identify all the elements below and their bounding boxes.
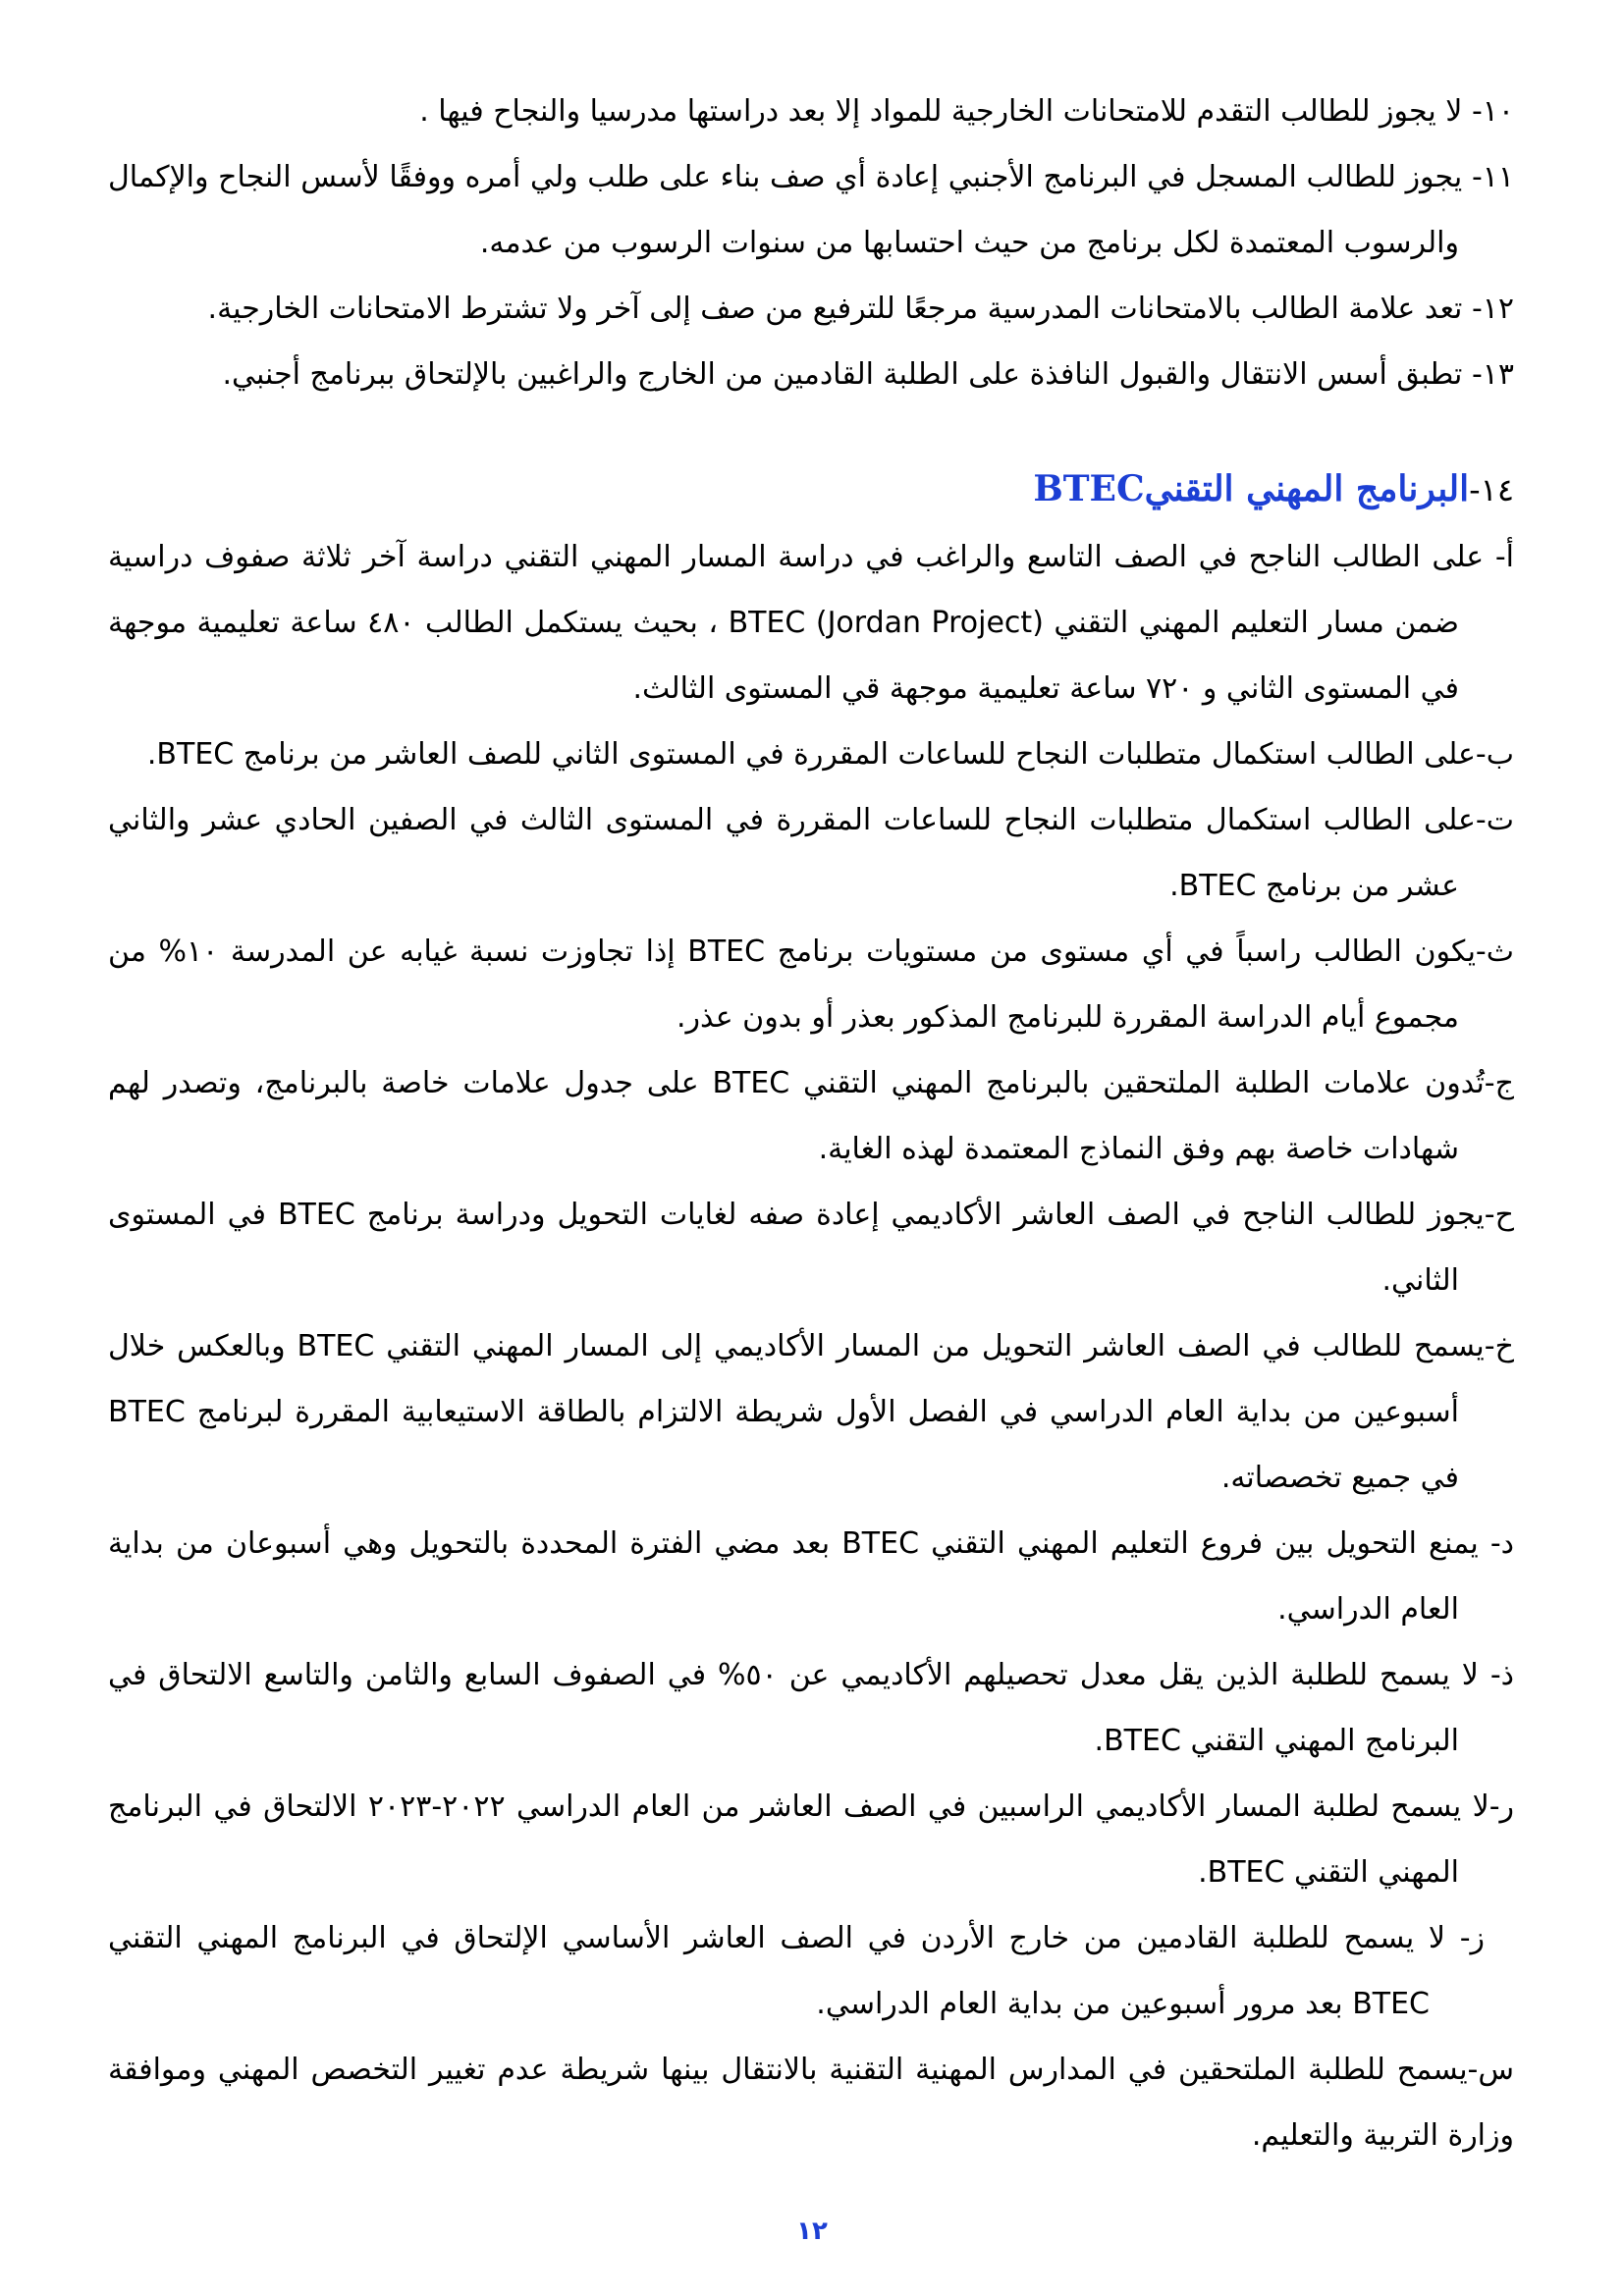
clause-letter: ح- [1484,1198,1514,1232]
clause-tha [108,919,1514,1050]
section-number: ١٤- [1469,471,1514,508]
clause-text: يكون الطالب راسباً في أي مستوى من مستويات برنامج BTEC إذا تجاوزت نسبة غيابه عن المدرسة ١٠% من مجموع أيام الدراسة المقررة للبرنامج المذكور بعذر أو بدون عذر. [108,934,1476,1035]
section-heading [108,458,1514,520]
clause-letter: ج- [1484,1066,1514,1100]
clause-letter: ث- [1475,934,1514,969]
clause-thal [108,1642,1514,1774]
clause-text: لا يسمح للطلبة القادمين من خارج الأردن في الصف العاشر الأساسي الإلتحاق في البرنامج المهني التقني BTEC بعد مرور أسبوعين من بداية العام الدراسي. [108,1921,1446,2021]
clause-letter: د- [1489,1526,1514,1561]
clause-text: تطبق أسس الانتقال والقبول النافذة على الطلبة القادمين من الخارج والراغبين بالإلتحاق ببرنامج أجنبي. [222,357,1463,392]
clause-text: يجوز للطالب الناجح في الصف العاشر الأكاديمي إعادة صفه لغايات التحويل ودراسة برنامج BTEC في المستوى الثاني. [108,1198,1485,1298]
clause-letter: ز- [1459,1921,1485,1955]
clause-number: ١١- [1471,160,1514,194]
clause-letter: ذ- [1489,1658,1514,1692]
clause-dal [108,1511,1514,1642]
clause-ba [108,721,1514,787]
clause-text: لا يسمح لطلبة المسار الأكاديمي الراسبين في الصف العاشر من العام الدراسي ٢٠٢٢-٢٠٢٣ الالتحاق في البرنامج المهني التقني BTEC. [108,1789,1489,1890]
clause-text: لا يجوز للطالب التقدم للامتحانات الخارجية للمواد إلا بعد دراستها مدرسيا والنجاح فيها . [419,94,1463,129]
clause-12 [108,276,1514,342]
clause-11 [108,144,1514,276]
clause-text: على الطالب استكمال متطلبات النجاح للساعات المقررة في المستوى الثالث في الصفين الحادي عشر والثاني عشر من برنامج BTEC. [108,803,1476,903]
clause-text: على الطالب الناجح في الصف التاسع والراغب في دراسة المسار المهني التقني دراسة آخر ثلاثة صفوف دراسية ضمن مسار التعليم المهني التقني (BTEC (Jordan Project ، بحيث يستكمل الطالب ٤٨٠ ساعة تعليمية موجهة في المستوى الثاني و ٧٢٠ ساعة تعليمية موجهة قي المستوى الثالث. [108,540,1485,706]
clause-text: يسمح للطلبة الملتحقين في المدارس المهنية التقنية بالانتقال بينها شريطة عدم تغيير التخصص المهني وموافقة وزارة التربية والتعليم. [108,2053,1514,2153]
clause-letter: س- [1467,2053,1514,2087]
clause-sin [108,2037,1514,2168]
clause-text: يمنع التحويل بين فروع التعليم المهني التقني BTEC بعد مضي الفترة المحددة بالتحويل وهي أسبوعان من بداية العام الدراسي. [108,1526,1479,1627]
clause-13 [108,342,1514,407]
clause-ta [108,787,1514,919]
clause-zay [108,1905,1485,2037]
clause-number: ١٠- [1471,94,1514,129]
clause-text: يسمح للطالب في الصف العاشر التحويل من المسار الأكاديمي إلى المسار المهني التقني BTEC وبالعكس خلال أسبوعين من بداية العام الدراسي في الفصل الأول شريطة الالتزام بالطاقة الاستيعابية المقررة لبرنامج BTEC في جميع تخصصاته. [108,1329,1485,1495]
clause-text: تُدون علامات الطلبة الملتحقين بالبرنامج المهني التقني BTEC على جدول علامات خاصة بالبرنامج، وتصدر لهم شهادات خاصة بهم وفق النماذج المعتمدة لهذه الغاية. [108,1066,1485,1166]
clause-10 [108,79,1514,144]
clause-kha [108,1313,1514,1511]
clause-alef [108,524,1514,721]
clause-letter: ر- [1489,1789,1514,1824]
clause-ha [108,1182,1514,1313]
document-page [108,79,1514,2168]
clause-letter: ب- [1475,737,1514,772]
clause-letter: خ- [1484,1329,1514,1363]
clause-text: لا يسمح للطلبة الذين يقل معدل تحصيلهم الأكاديمي عن ٥٠% في الصفوف السابع والثامن والتاسع الالتحاق في البرنامج المهني التقني BTEC. [108,1658,1479,1758]
clause-letter: أ- [1494,540,1514,574]
clause-jim [108,1050,1514,1182]
section-title: البرنامج المهني التقنيBTEC [1033,468,1470,509]
page-number: ١٢ [796,2216,828,2246]
clause-number: ١٢- [1471,292,1514,326]
clause-text: تعد علامة الطالب بالامتحانات المدرسية مرجعًا للترفيع من صف إلى آخر ولا تشترط الامتحانات الخارجية. [207,292,1463,326]
clause-letter: ت- [1475,803,1514,837]
clause-text: على الطالب استكمال متطلبات النجاح للساعات المقررة في المستوى الثاني للصف العاشر من برنامج BTEC. [146,737,1476,772]
clause-ra [108,1774,1514,1905]
clause-text: يجوز للطالب المسجل في البرنامج الأجنبي إعادة أي صف بناء على طلب ولي أمره ووفقًا لأسس النجاح والإكمال والرسوب المعتمدة لكل برنامج من حيث احتسابها من سنوات الرسوب من عدمه. [108,160,1463,260]
clause-number: ١٣- [1471,357,1514,392]
